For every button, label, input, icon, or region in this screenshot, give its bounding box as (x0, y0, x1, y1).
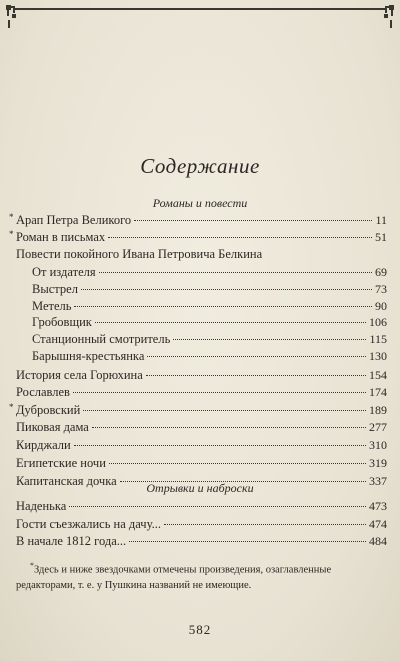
toc-entry-page: 474 (369, 517, 387, 531)
toc-entry-title: Станционный смотритель (32, 332, 171, 346)
toc-entry (16, 473, 387, 490)
toc-entry (9, 402, 387, 419)
toc-entry-title: Наденька (16, 499, 67, 513)
dot-leader (129, 541, 366, 542)
toc-entry-page: 319 (369, 456, 387, 470)
toc-entry-title: Капитанская дочка (16, 474, 117, 488)
dot-leader (108, 237, 372, 238)
toc-entry-page: 154 (369, 368, 387, 382)
toc-entry (16, 516, 387, 533)
toc-entry-title: Арап Петра Великого (16, 213, 132, 227)
toc-entry-title: Рославлев (16, 385, 70, 399)
toc-entry-title: Пиковая дама (16, 420, 89, 434)
section-heading-fragments: Отрывки и наброски (146, 481, 254, 495)
asterisk-mark: * (9, 212, 14, 222)
toc-entry (32, 264, 387, 281)
toc-entry-title: Роман в письмах (16, 230, 106, 244)
toc-entry (16, 498, 387, 515)
toc-entry (9, 212, 387, 229)
dot-leader (109, 463, 366, 464)
toc-entry-page: 484 (369, 534, 387, 548)
page-title: Содержание (140, 154, 260, 178)
dot-leader (73, 392, 366, 393)
toc-entry-title: Кирджали (16, 438, 71, 452)
dot-leader (92, 427, 366, 428)
toc-entry (32, 331, 387, 348)
dot-leader (134, 220, 372, 221)
toc-entry-page: 337 (369, 474, 387, 488)
toc-entry-title: В начале 1812 года... (16, 534, 127, 548)
toc-entry-page: 69 (375, 265, 387, 279)
toc-entry-title: Повести покойного Ивана Петровича Белкина (16, 247, 263, 261)
dot-leader (99, 272, 372, 273)
dot-leader (74, 445, 366, 446)
asterisk-mark: * (9, 402, 14, 412)
dot-leader (146, 375, 366, 376)
toc-entry-title: Гробовщик (32, 315, 92, 329)
toc-entry (16, 533, 387, 550)
toc-entry-page: 11 (375, 213, 387, 227)
section-heading-novels: Романы и повести (152, 196, 248, 210)
asterisk-mark: * (9, 229, 14, 239)
dot-leader (74, 306, 372, 307)
toc-entry-title: От издателя (32, 265, 96, 279)
toc-entry (32, 348, 387, 365)
toc-entry (16, 246, 387, 263)
dot-leader (69, 506, 366, 507)
dot-leader (81, 289, 372, 290)
dot-leader (147, 356, 366, 357)
toc-entry-page: 174 (369, 385, 387, 399)
toc-entry (16, 367, 387, 384)
toc-entry-page: 115 (369, 332, 387, 346)
dot-leader (173, 339, 366, 340)
toc-entry-page: 189 (369, 403, 387, 417)
toc-entry-title: Гости съезжались на дачу... (16, 517, 161, 531)
toc-entry-page: 277 (369, 420, 387, 434)
toc-entry-title: Египетские ночи (16, 456, 106, 470)
toc-entry-title: Барышня-крестьянка (32, 349, 145, 363)
dot-leader (95, 322, 366, 323)
toc-entry (32, 314, 387, 331)
toc-entry-title: История села Горюхина (16, 368, 143, 382)
toc-entry (16, 455, 387, 472)
toc-entry (16, 419, 387, 436)
toc-entry (16, 437, 387, 454)
toc-entry-title: Метель (32, 299, 72, 313)
toc-entry (16, 384, 387, 401)
dot-leader (164, 524, 366, 525)
toc-entry (32, 298, 387, 315)
page-number: 582 (188, 622, 212, 637)
toc-entry-page: 90 (375, 299, 387, 313)
toc-entry (9, 229, 387, 246)
footnote (16, 558, 384, 593)
decorative-border-icon (6, 4, 394, 30)
toc-entry-page: 106 (369, 315, 387, 329)
dot-leader (83, 410, 366, 411)
toc-entry-page: 51 (375, 230, 387, 244)
footnote-marker: * (30, 561, 34, 570)
toc-entry-title: Выстрел (32, 282, 78, 296)
toc-entry (32, 281, 387, 298)
toc-entry-page: 130 (369, 349, 387, 363)
toc-entry-page: 473 (369, 499, 387, 513)
footnote-text: Здесь и ниже звездочками отмечены произведения, озаглавленные редакторами, т. е. у Пушкина названий не имеющие. (16, 564, 332, 591)
toc-entry-page: 73 (375, 282, 387, 296)
dot-leader (120, 481, 366, 482)
toc-entry-page: 310 (369, 438, 387, 452)
toc-entry-title: Дубровский (16, 403, 81, 417)
